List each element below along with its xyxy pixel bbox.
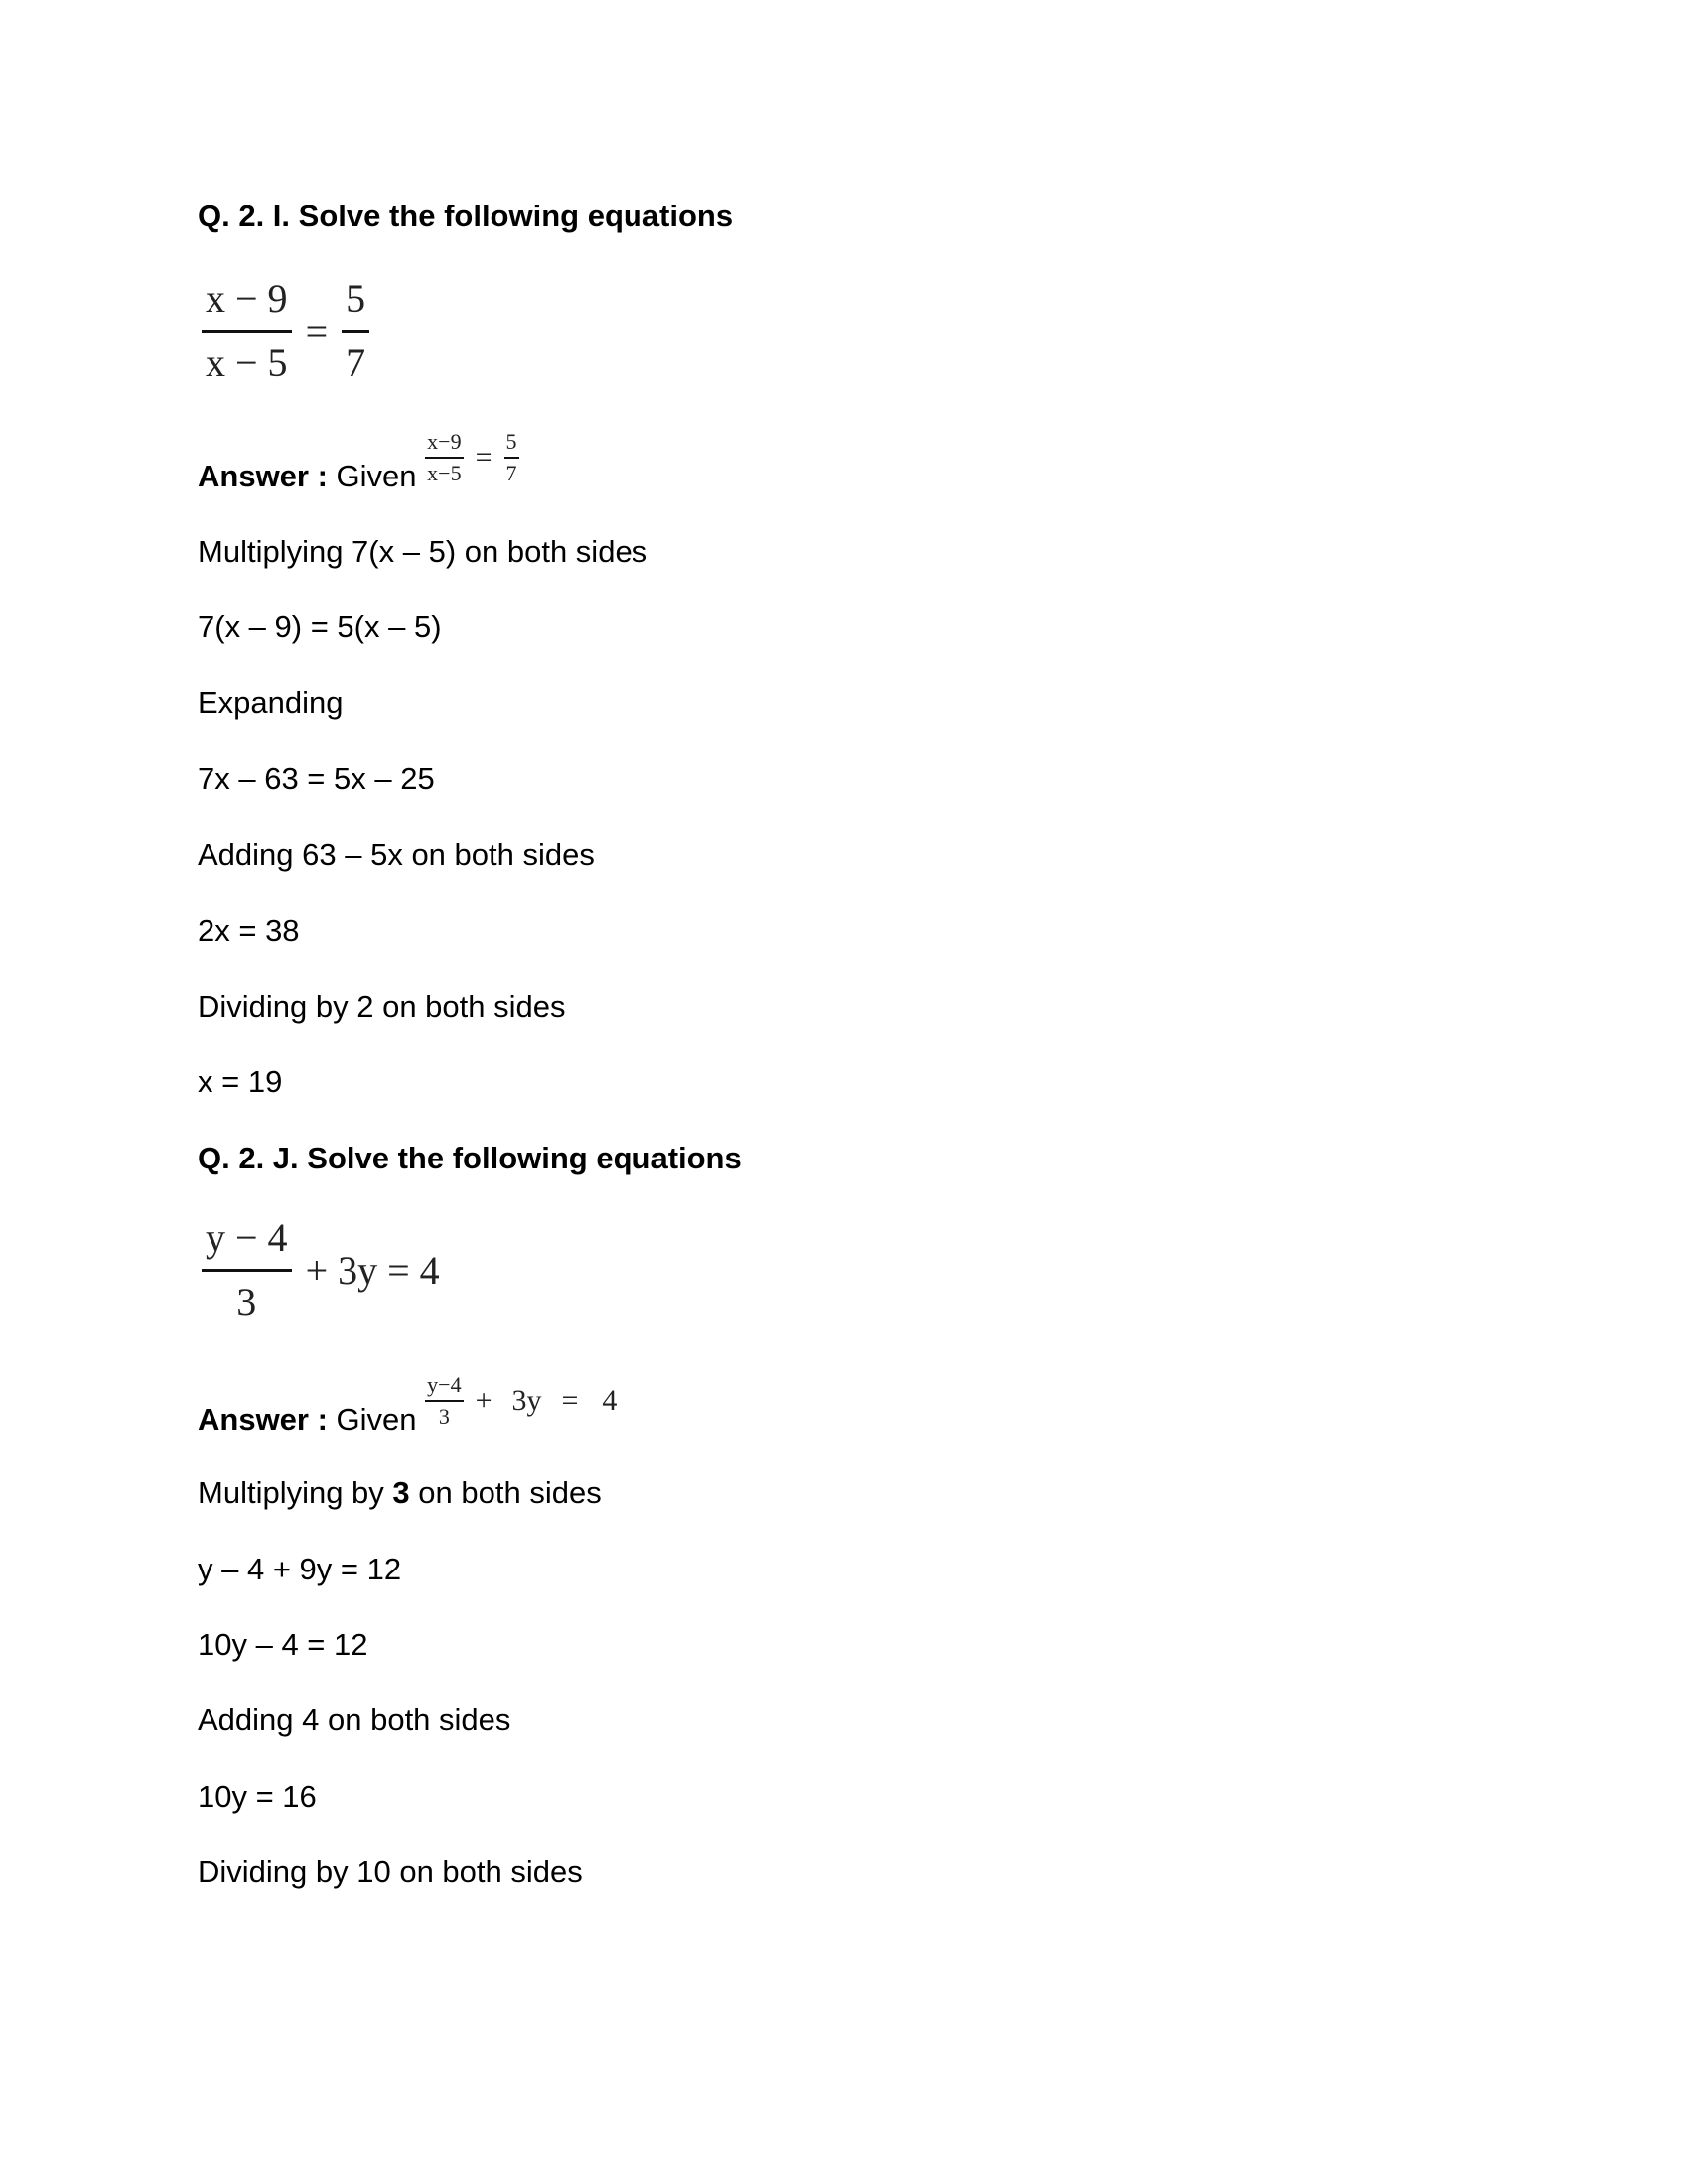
fraction-rhs [342, 274, 369, 388]
step-line: Dividing by 2 on both sides [198, 989, 566, 1024]
numerator: 5 [346, 276, 366, 321]
step-line: 10y – 4 = 12 [198, 1627, 368, 1662]
denominator: 7 [505, 460, 517, 485]
step-line: Expanding [198, 685, 344, 720]
step-line: 10y = 16 [198, 1779, 317, 1814]
answer-label: Answer : [198, 1402, 328, 1436]
plus-sign: + [475, 1383, 492, 1417]
fraction-bar [425, 457, 463, 459]
step-line-result: x = 19 [198, 1064, 283, 1099]
numerator: x−9 [427, 428, 462, 454]
fraction-bar [425, 1400, 463, 1402]
fraction-lhs [425, 1373, 463, 1429]
answer-label: Answer : [198, 459, 328, 493]
denominator: x−5 [427, 460, 462, 485]
numerator: x − 9 [206, 276, 288, 321]
fraction-rhs [504, 430, 519, 485]
answer-line-2j [198, 1360, 629, 1479]
answer-line-2i [198, 417, 519, 536]
step-line: 7x – 63 = 5x – 25 [198, 761, 435, 796]
rhs-value: 4 [602, 1383, 618, 1417]
step-line: y – 4 + 9y = 12 [198, 1552, 402, 1586]
step-line: Multiplying 7(x – 5) on both sides [198, 534, 648, 569]
step-bold-value: 3 [392, 1475, 410, 1510]
step-line: Dividing by 10 on both sides [198, 1854, 583, 1889]
denominator: 3 [236, 1280, 257, 1324]
equation-display-2j [202, 1213, 454, 1327]
step-text: on both sides [409, 1475, 602, 1510]
numerator: y−4 [427, 1371, 462, 1397]
fraction-lhs [202, 274, 292, 388]
given-equation-2j [425, 1339, 629, 1460]
step-line: 7(x – 9) = 5(x – 5) [198, 610, 442, 644]
given-label: Given [336, 459, 417, 493]
numerator: y − 4 [206, 1215, 288, 1260]
denominator: 3 [438, 1403, 450, 1429]
equation-display-2i [202, 274, 369, 388]
fraction-bar [202, 330, 292, 333]
fraction-bar [202, 1269, 292, 1272]
step-line: Adding 63 – 5x on both sides [198, 837, 595, 872]
equals-sign: = [475, 440, 492, 474]
given-label: Given [336, 1402, 417, 1436]
given-equation-2i [425, 396, 518, 517]
step-text: Multiplying by [198, 1475, 393, 1510]
fraction-bar [504, 457, 519, 459]
step-line: Adding 4 on both sides [198, 1703, 511, 1737]
fraction-lhs [425, 430, 463, 485]
denominator: x − 5 [206, 341, 288, 385]
question-heading-2i: Q. 2. I. Solve the following equations [198, 199, 734, 233]
fraction-lhs [202, 1213, 292, 1327]
equation-remainder: + 3y = 4 [305, 1248, 440, 1293]
equals-sign: = [561, 1383, 579, 1417]
fraction-bar [342, 330, 369, 333]
denominator: 7 [346, 341, 366, 385]
equals-sign: = [305, 309, 329, 353]
step-line-multiply [198, 1475, 602, 1511]
step-line: 2x = 38 [198, 913, 300, 948]
question-heading-2j: Q. 2. J. Solve the following equations [198, 1141, 742, 1175]
numerator: 5 [505, 428, 517, 454]
term: 3y [511, 1383, 542, 1417]
